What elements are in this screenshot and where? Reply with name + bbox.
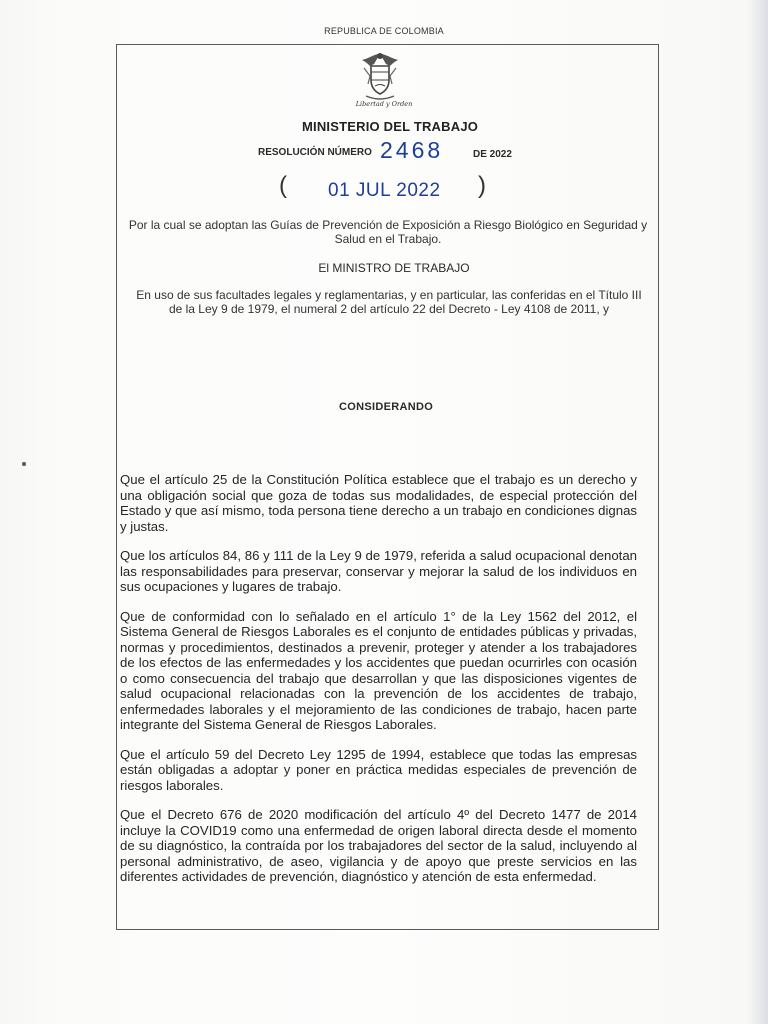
- date-open-paren: (: [279, 172, 287, 199]
- resolution-number-stamp: 2468: [380, 137, 444, 163]
- coat-of-arms-icon: [356, 50, 404, 102]
- resolution-date-stamp: 01 JUL 2022: [328, 180, 441, 201]
- resolution-year-label: DE 2022: [473, 149, 512, 160]
- national-motto: Libertad y Orden: [355, 100, 413, 108]
- considerando-heading: CONSIDERANDO: [339, 401, 434, 413]
- ministry-title: MINISTERIO DEL TRABAJO: [302, 119, 479, 134]
- resolution-subject: Por la cual se adoptan las Guías de Prevención de Exposición a Riesgo Biológico en Seguridad y Salud en el Trabajo.: [128, 218, 648, 246]
- legal-faculties-paragraph: En uso de sus facultades legales y reglamentarias, y en particular, las conferidas en el Título III de la Ley 9 de 1979, el numeral 2 del artículo 22 del Decreto - Ley 4108 de 2011, y: [136, 288, 642, 316]
- consideration-paragraph: Que el artículo 59 del Decreto Ley 1295 de 1994, establece que todas las empresas están obligadas a adoptar y poner en práctica medidas especiales de prevención de riesgos laborales.: [120, 746, 637, 793]
- consideration-paragraph: Que el artículo 25 de la Constitución Política establece que el trabajo es un derecho y una obligación social que goza de todas sus modalidades, de especial protección del Estado y que así mismo, toda persona tiene derecho a un trabajo en condiciones dignas y justas.: [120, 472, 637, 534]
- page-edge-shadow: [746, 0, 768, 1024]
- date-close-paren: ): [478, 172, 486, 199]
- consideration-paragraph: Que el Decreto 676 de 2020 modificación del artículo 4º del Decreto 1477 de 2014 incluye la COVID19 como una enfermedad de origen laboral directa desde el momento de su diagnóstico, la contraída por los trabajadores del sector de la salud, incluyendo al personal administrativo, de aseo, vigilancia y de apoyo que preste servicios en las diferentes actividades de prevención, diagnóstico y atención de esta enfermedad.: [120, 807, 637, 884]
- country-heading: REPUBLICA DE COLOMBIA: [324, 26, 444, 36]
- minister-title: El MINISTRO DE TRABAJO: [318, 261, 470, 275]
- scan-speck: [22, 462, 26, 466]
- consideration-paragraph: Que los artículos 84, 86 y 111 de la Ley 9 de 1979, referida a salud ocupacional denotan las responsabilidades para preservar, conservar y mejorar la salud de los individuos en sus ocupaciones y lugares de trabajo.: [120, 548, 637, 594]
- consideration-paragraph: Que de conformidad con lo señalado en el artículo 1° de la Ley 1562 del 2012, el Sistema General de Riesgos Laborales es el conjunto de entidades públicas y privadas, normas y procedimientos, destinados a prevenir, proteger y atender a los trabajadores de los efectos de las enfermedades y los accidentes que puedan ocurrirles con ocasión o como consecuencia del trabajo que desarrollan y que las disposiciones vigentes de salud ocupacional relacionadas con la prevención de los accidentes de trabajo, enfermedades laborales y el mejoramiento de las condiciones de trabajo, hacen parte integrante del Sistema General de Riesgos Laborales.: [120, 608, 637, 732]
- considerations-body: [120, 472, 637, 899]
- resolution-number-label: RESOLUCIÓN NÚMERO: [258, 147, 372, 158]
